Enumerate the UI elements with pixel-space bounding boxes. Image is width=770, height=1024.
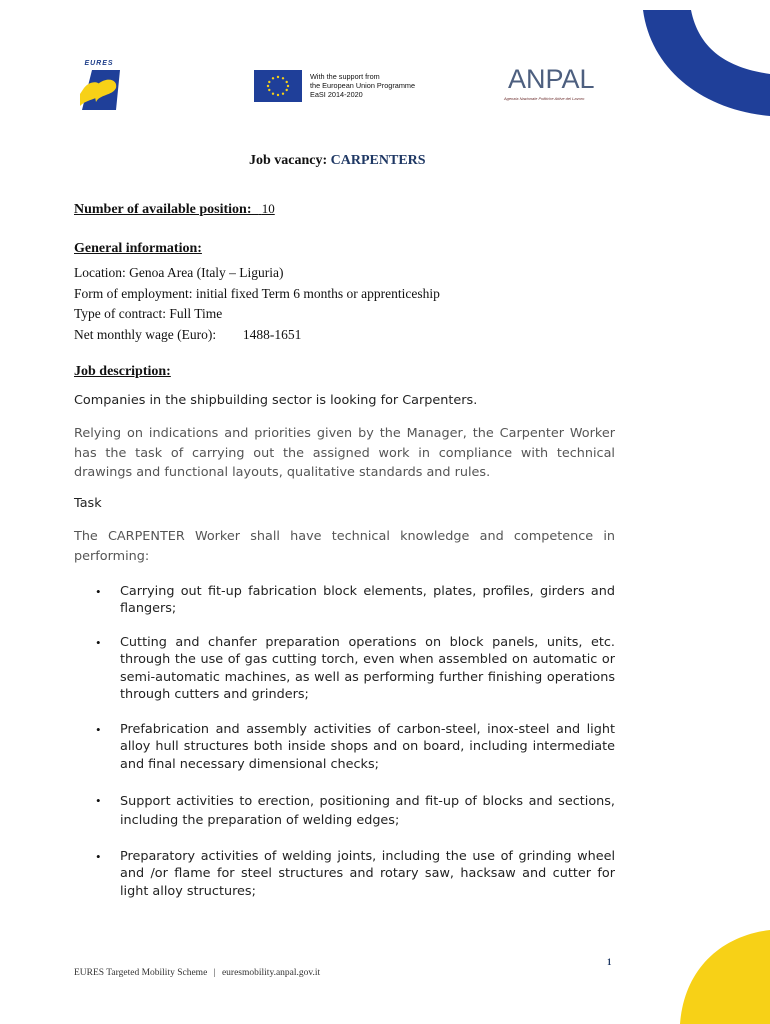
eu-support-line: the European Union Programme — [310, 81, 416, 90]
footer-url[interactable]: euresmobility.anpal.gov.it — [221, 968, 321, 978]
location-line: Location: Genoa Area (Italy – Liguria) — [74, 265, 284, 280]
corner-decoration-yellow — [680, 930, 770, 1024]
positions-row — [74, 201, 275, 218]
bullet-dot: • — [96, 635, 101, 650]
footer-scheme: EURES Targeted Mobility Scheme — [74, 968, 208, 978]
wage-label: Net monthly wage (Euro): — [74, 327, 217, 342]
eures-logo-text: EURES — [84, 60, 114, 67]
eures-logo — [74, 60, 124, 112]
list-item: Cutting and chanfer preparation operations on block panels, units, etc. through the use of gas cutting torch, even when assembled on automatic or semi-automatic machines, as well as performing further finishing operations through cutters and grinders; — [120, 635, 615, 702]
bullet-dot: • — [96, 849, 101, 864]
eu-support-text — [310, 72, 460, 99]
contract-line: Type of contract: Full Time — [74, 306, 223, 321]
eures-emblem-icon — [78, 68, 122, 112]
anpal-logo-text: ANPAL — [508, 64, 595, 94]
job-paragraph: Relying on indications and priorities given by the Manager, the Carpenter Worker has the task of carrying out the assigned work in compliance with technical drawings and functional layouts, qualitative standards and rules. — [74, 426, 615, 480]
list-item: Preparatory activities of welding joints, including the use of grinding wheel and /or flame for steel structures and rotary saw, hacksaw and cutter for light alloy structures; — [120, 849, 615, 899]
title-prefix: Job vacancy: — [249, 153, 328, 168]
eu-flag-icon — [254, 70, 302, 102]
anpal-logo-subtitle: Agenzia Nazionale Politiche Attive del Lavoro — [504, 96, 585, 101]
eu-support-line: EaSI 2014-2020 — [310, 90, 363, 99]
positions-value: 10 — [261, 201, 275, 216]
general-info-heading: General information: — [74, 241, 202, 256]
list-item: Carrying out fit-up fabrication block elements, plates, profiles, girders and flangers; — [120, 584, 615, 617]
eu-support-block — [254, 70, 454, 104]
anpal-logo — [500, 64, 616, 104]
wage-value: 1488-1651 — [242, 327, 302, 342]
list-item: Prefabrication and assembly activities of carbon-steel, inox-steel and light alloy hull structures both inside shops and on board, including intermediate and final necessary dimensional checks; — [120, 722, 615, 772]
job-intro: Companies in the shipbuilding sector is looking for Carpenters. — [74, 393, 478, 408]
task-label: Task — [74, 496, 102, 511]
footer-separator: | — [213, 968, 216, 978]
bullet-dot: • — [96, 584, 101, 599]
corner-decoration-blue — [643, 10, 770, 116]
list-item: Support activities to erection, positioning and fit-up of blocks and sections, including the preparation of welding edges; — [120, 794, 615, 828]
footer — [74, 968, 320, 978]
eu-support-line: With the support from — [310, 72, 380, 81]
title-job: CARPENTERS — [330, 153, 426, 168]
wage-row — [74, 327, 301, 343]
page-title — [249, 153, 426, 169]
employment-line: Form of employment: initial fixed Term 6 months or apprenticeship — [74, 286, 440, 301]
page-number: 1 — [607, 957, 612, 967]
bullet-dot: • — [96, 793, 101, 808]
bullet-dot: • — [96, 722, 101, 737]
positions-label: Number of available position: — [74, 202, 252, 217]
task-intro: The CARPENTER Worker shall have technical knowledge and competence in performing: — [74, 529, 615, 564]
job-description-heading: Job description: — [74, 364, 171, 379]
